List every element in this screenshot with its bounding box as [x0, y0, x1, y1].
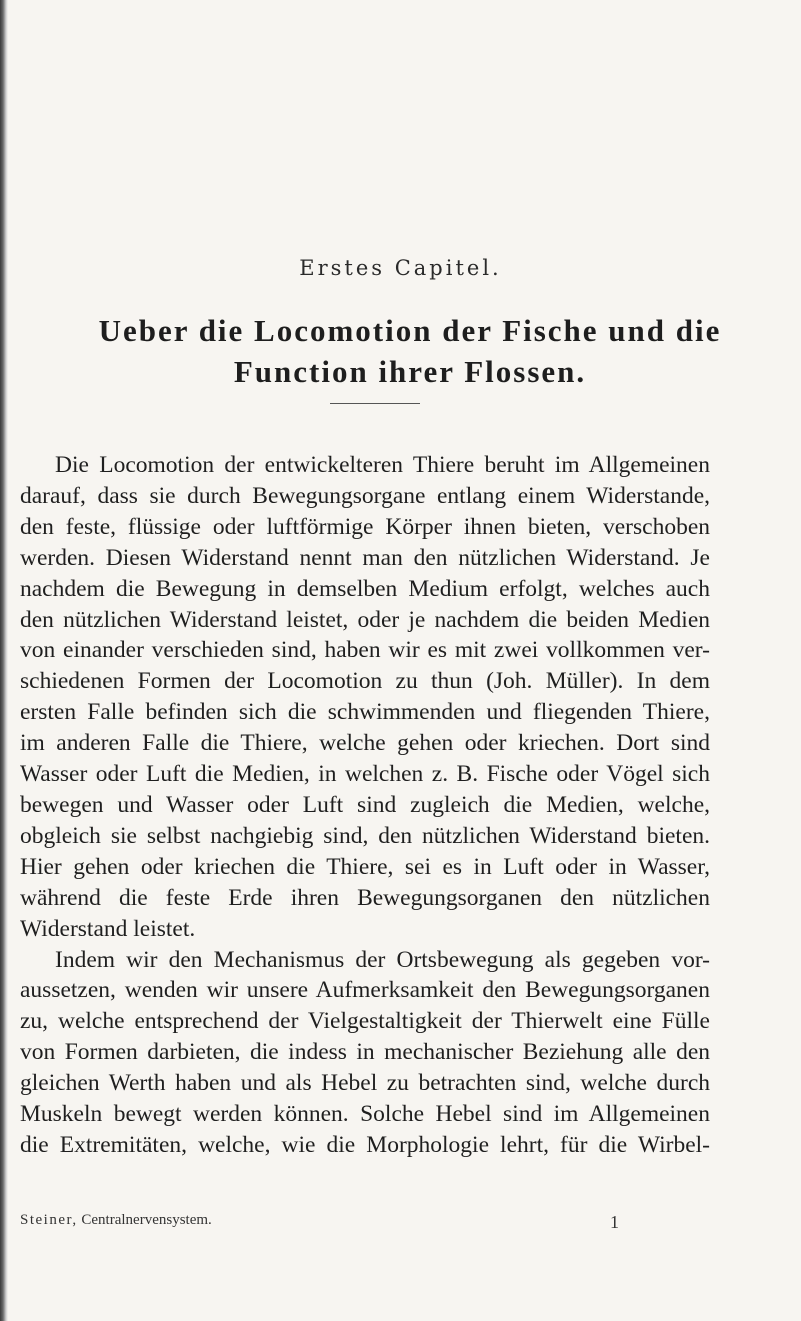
text-line: bewegen und Wasser oder Luft sind zugleich die Medien, welche,: [20, 791, 710, 818]
text-line: darauf, dass sie durch Bewegungsorgane entlang einem Widerstande,: [20, 482, 710, 509]
chapter-title-line: Ueber die Locomotion der Fische und die: [98, 313, 722, 348]
chapter-title-line: Function ihrer Flossen.: [233, 354, 587, 389]
text-line: ersten Falle befinden sich die schwimmenden und fliegenden Thiere,: [20, 699, 710, 726]
chapter-title: [40, 310, 780, 392]
footer-signature: [20, 1212, 320, 1229]
text-line: Hier gehen oder kriechen die Thiere, sei es in Luft oder in Wasser,: [20, 853, 710, 880]
text-line: Die Locomotion der entwickelteren Thiere beruht im Allgemeinen: [55, 452, 710, 478]
text-line: Widerstand leistet.: [20, 915, 196, 942]
text-line: von einander verschieden sind, haben wir es mit zwei vollkommen ver-: [20, 637, 710, 664]
text-line: werden. Diesen Widerstand nennt man den nützlichen Widerstand. Je: [20, 544, 710, 571]
body-text: [20, 450, 710, 1161]
text-line: Indem wir den Mechanismus der Ortsbewegung als gegeben vor-: [55, 946, 710, 973]
footer-author: Steiner,: [20, 1212, 78, 1228]
page-number: 1: [610, 1212, 619, 1232]
text-line: gleichen Werth haben und als Hebel zu betrachten sind, welche durch: [20, 1070, 710, 1097]
text-line: schiedenen Formen der Locomotion zu thun (Joh. Müller). In dem: [20, 668, 710, 695]
title-divider: [330, 403, 420, 404]
text-line: Muskeln bewegt werden können. Solche Hebel sind im Allgemeinen: [20, 1101, 710, 1128]
text-line: den nützlichen Widerstand leistet, oder je nachdem die beiden Medien: [20, 606, 710, 633]
footer-book-title: Centralnervensystem.: [81, 1212, 212, 1228]
chapter-heading: Erstes Capitel.: [299, 256, 502, 280]
text-line: den feste, flüssige oder luftförmige Körper ihnen bieten, verschoben: [20, 513, 710, 540]
text-line: nachdem die Bewegung in demselben Medium erfolgt, welches auch: [20, 575, 710, 602]
text-line: Wasser oder Luft die Medien, in welchen z. B. Fische oder Vögel sich: [20, 761, 710, 788]
text-line: von Formen darbieten, die indess in mechanischer Beziehung alle den: [20, 1039, 710, 1066]
text-line: im anderen Falle die Thiere, welche gehen oder kriechen. Dort sind: [20, 730, 710, 757]
text-line: aussetzen, wenden wir unsere Aufmerksamkeit den Bewegungsorganen: [20, 977, 710, 1004]
text-line: obgleich sie selbst nachgiebig sind, den nützlichen Widerstand bieten.: [20, 822, 710, 849]
book-spine-edge: [0, 0, 8, 1321]
text-line: während die feste Erde ihren Bewegungsorganen den nützlichen: [20, 884, 710, 911]
text-line: zu, welche entsprechend der Vielgestaltigkeit der Thierwelt eine Fülle: [20, 1008, 710, 1035]
text-line: die Extremitäten, welche, wie die Morphologie lehrt, für die Wirbel-: [20, 1131, 710, 1158]
